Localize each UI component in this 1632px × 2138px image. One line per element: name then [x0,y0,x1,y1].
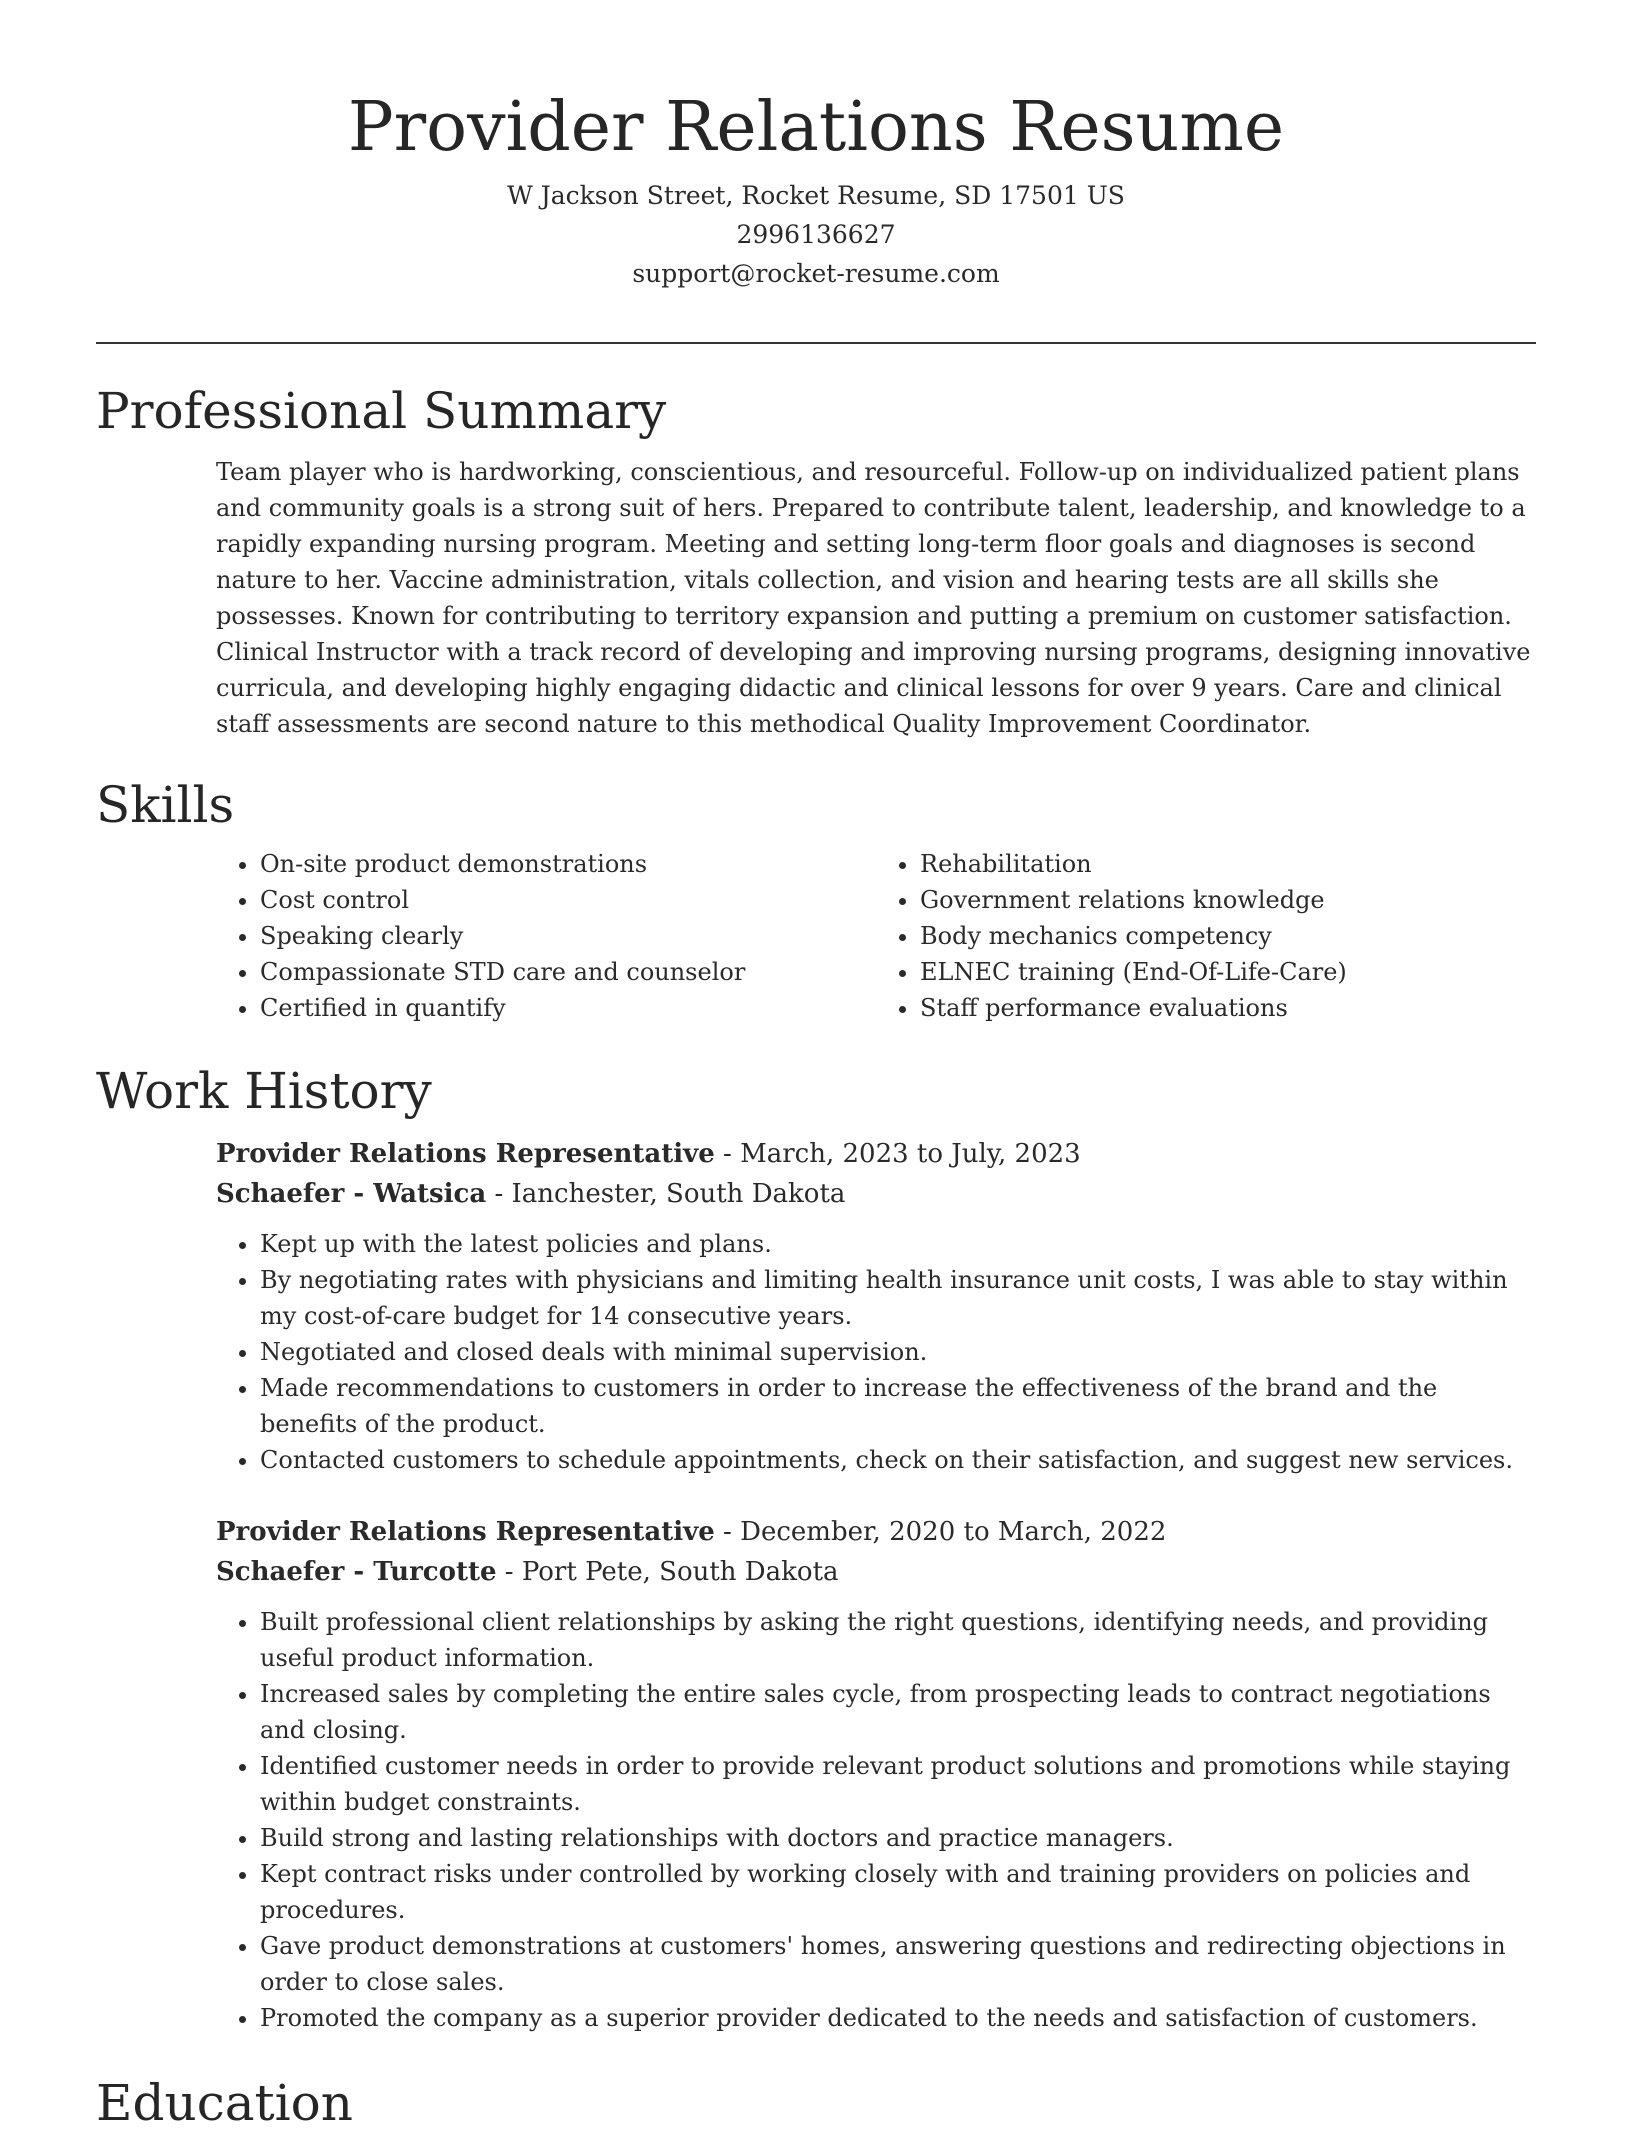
skills-section [96,770,1536,1026]
job-bullet: • By negotiating rates with physicians and limiting health insurance unit costs, I was able to stay within my cost-of-care budget for 14 consecutive years. [260,1262,1536,1334]
skills-column-right [876,846,1536,1026]
skills-column-left [96,846,876,1026]
job-company-line [216,1552,1536,1592]
skill-item: • Compassionate STD care and counselor [260,954,876,990]
skill-item: • Speaking clearly [260,918,876,954]
skills-list [96,846,1536,1026]
job-title: Provider Relations Representative [216,1517,715,1547]
skill-item: • Rehabilitation [920,846,1536,882]
job-location: - Ianchester, South Dakota [486,1179,846,1209]
job-bullets [96,1226,1536,1478]
summary-heading: Professional Summary [96,382,667,440]
job-title: Provider Relations Representative [216,1139,715,1169]
job-bullet: • Increased sales by completing the entire sales cycle, from prospecting leads to contract negotiations and closing. [260,1676,1536,1748]
job-bullet: • Built professional client relationships by asking the right questions, identifying needs, and providing useful product information. [260,1604,1536,1676]
education-section [96,2068,1536,2138]
job-entry [96,1134,1536,1478]
job-bullet: • Build strong and lasting relationships with doctors and practice managers. [260,1820,1536,1856]
work-history-heading: Work History [96,1062,432,1120]
summary-text: Team player who is hardworking, conscientious, and resourceful. Follow-up on individualized patient plans and community goals is a strong suit of hers. Prepared to contribute talent, leadership, and knowledge to a rapidly expanding nursing program. Meeting and setting long-term floor goals and diagnoses is second nature to her. Vaccine administration, vitals collection, and vision and hearing tests are all skills she possesses. Known for contributing to territory expansion and putting a premium on customer satisfaction. Clinical Instructor with a track record of developing and improving nursing programs, designing innovative curricula, and developing highly engaging didactic and clinical lessons for over 9 years. Care and clinical staff assessments are second nature to this methodical Quality Improvement Coordinator. [216,458,1531,738]
job-bullet: • Identified customer needs in order to provide relevant product solutions and promotions while staying within budget constraints. [260,1748,1536,1820]
job-bullet: • Made recommendations to customers in order to increase the effectiveness of the brand and the benefits of the product. [260,1370,1536,1442]
job-bullet: • Promoted the company as a superior provider dedicated to the needs and satisfaction of customers. [260,2000,1536,2036]
job-company-line [216,1174,1536,1214]
work-history-section [96,1056,1536,2070]
job-bullet: • Contacted customers to schedule appointments, check on their satisfaction, and suggest new services. [260,1442,1536,1478]
job-entry [96,1512,1536,2036]
job-dates: - March, 2023 to July, 2023 [714,1139,1081,1169]
contact-email: support@rocket-resume.com [632,259,1000,288]
job-bullet: • Kept up with the latest policies and plans. [260,1226,1536,1262]
job-company: Schaefer - Turcotte [216,1557,497,1587]
skills-heading: Skills [96,776,235,834]
contact-phone: 2996136627 [736,220,896,249]
education-heading: Education [96,2074,353,2132]
header-divider [96,342,1536,344]
job-title-line [216,1134,1536,1174]
resume-header [0,0,1632,293]
job-dates: - December, 2020 to March, 2022 [714,1517,1167,1547]
job-bullet: • Kept contract risks under controlled by working closely with and training providers on policies and procedures. [260,1856,1536,1928]
skill-item: • Staff performance evaluations [920,990,1536,1026]
job-bullets [96,1604,1536,2036]
skill-item: • Certified in quantify [260,990,876,1026]
skill-item: • On-site product demonstrations [260,846,876,882]
job-location: - Port Pete, South Dakota [496,1557,839,1587]
job-bullet: • Negotiated and closed deals with minimal supervision. [260,1334,1536,1370]
job-bullet: • Gave product demonstrations at customers' homes, answering questions and redirecting objections in order to close sales. [260,1928,1536,2000]
skill-item: • Cost control [260,882,876,918]
job-title-line [216,1512,1536,1552]
page-title: Provider Relations Resume [347,88,1285,167]
skill-item: • Government relations knowledge [920,882,1536,918]
summary-section [96,376,1536,742]
job-company: Schaefer - Watsica [216,1179,487,1209]
skill-item: • ELNEC training (End-Of-Life-Care) [920,954,1536,990]
contact-address: W Jackson Street, Rocket Resume, SD 17501 US [507,181,1125,210]
skill-item: • Body mechanics competency [920,918,1536,954]
